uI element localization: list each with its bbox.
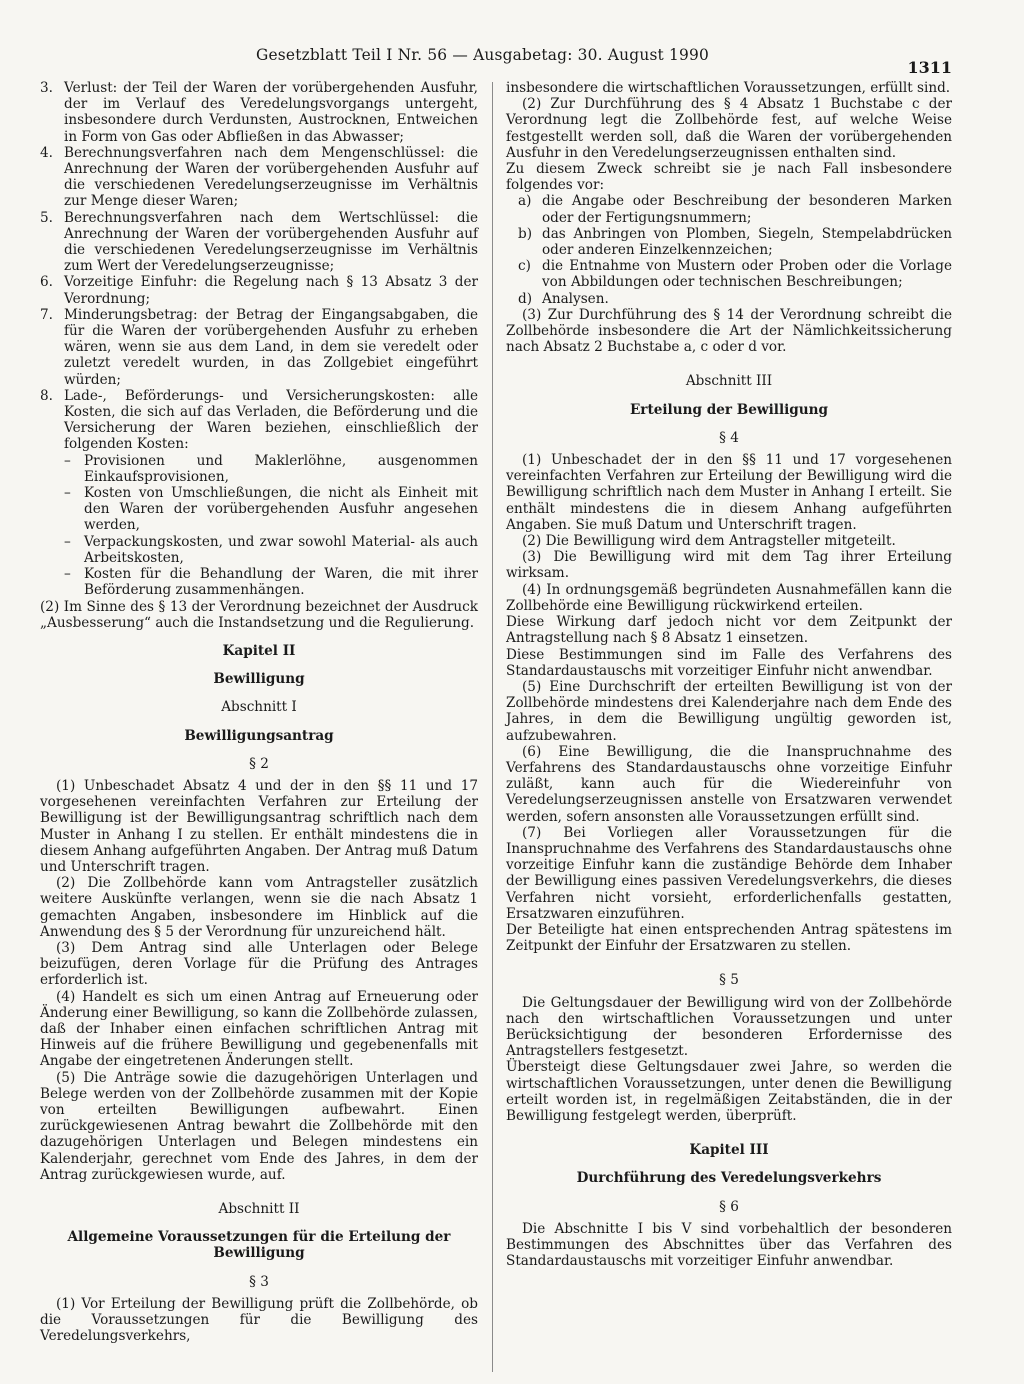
left-column (40, 80, 478, 1344)
letter-item (506, 193, 952, 225)
chapter-heading: Kapitel II (222, 642, 296, 659)
paragraph: insbesondere die wirtschaftlichen Voraussetzungen, erfüllt sind. (506, 80, 951, 96)
cost-dash-list (40, 453, 478, 599)
item-letter: c) (518, 258, 531, 275)
paragraph: (2) Die Bewilligung wird dem Antragsteller mitgeteilt. (522, 533, 896, 550)
paragraph: (4) In ordnungsgemäß begründeten Ausnahmefällen kann die Zollbehörde eine Bewilligung rückwirkend erteilen. (506, 581, 952, 614)
item-number: 5. (40, 209, 53, 226)
item-letter: a) (518, 193, 532, 210)
dash-text: Kosten von Umschließungen, die nicht als Einheit mit den Waren der vorübergehenden Ausfuhr angesehen werden, (84, 485, 478, 534)
item-text: Vorzeitige Einfuhr: die Regelung nach § 13 Absatz 3 der Verordnung; (64, 274, 478, 307)
paragraph: Diese Wirkung darf jedoch nicht vor dem Zeitpunkt der Antragstellung nach § 8 Absatz 1 einsetzen. (506, 614, 952, 647)
dash-text: Verpackungskosten, und zwar sowohl Material- als auch Arbeitskosten, (84, 533, 478, 566)
definition-item (40, 145, 478, 210)
paragraph: Die Abschnitte I bis V sind vorbehaltlich der besonderen Bestimmungen des Abschnittes über das Verfahren des Standardaustauschs mit vorzeitiger Einfuhr anwendbar. (506, 1220, 952, 1270)
section-heading: Abschnitt II (218, 1201, 300, 1217)
item-letter: b) (518, 225, 533, 242)
letter-item (506, 291, 952, 307)
paragraph: (2) Im Sinne des § 13 der Verordnung bezeichnet der Ausdruck „Ausbesserung“ auch die Instandsetzung und die Regulierung. (40, 598, 478, 631)
section-title: Bewilligungsantrag (184, 727, 334, 744)
definition-item (40, 307, 478, 388)
dash-item: – Kosten von Umschließungen, die nicht als Einheit mit den Waren der vorübergehenden Ausfuhr angesehen werden, (64, 485, 478, 534)
paragraph-number: § 5 (719, 972, 739, 989)
paragraph: (3) Zur Durchführung des § 14 der Verordnung schreibt die Zollbehörde insbesondere die Art der Nämlichkeitssicherung nach Absatz 2 Buchstabe a, c oder d vor. (506, 306, 952, 356)
paragraph: Der Beteiligte hat einen entsprechenden Antrag spätestens im Zeitpunkt der Einfuhr der Ersatzwaren zu stellen. (506, 921, 952, 955)
paragraph: Zu diesem Zweck schreibt sie je nach Fall insbesondere folgendes vor: (506, 161, 952, 194)
dash-text: Provisionen und Maklerlöhne, ausgenommen Einkaufsprovisionen, (84, 452, 478, 485)
paragraph: (1) Vor Erteilung der Bewilligung prüft die Zollbehörde, ob die Voraussetzungen für die Bewilligung des Veredelungsverkehrs, (40, 1295, 478, 1345)
item-number: 4. (40, 144, 53, 161)
paragraph-number: § 3 (249, 1273, 269, 1290)
right-column (506, 80, 952, 1269)
paragraph: (5) Die Anträge sowie die dazugehörigen Unterlagen und Belege werden von der Zollbehörde zusammen mit der Kopie von erteilten Bewilligungen aufbewahrt. Einen zurückgewiesenen Antrag bewahrt die Zollbehörde mit den dazugehörigen Unterlagen und Belegen mindestens ein Kalenderjahr, gerechnet vom Ende des Jahres, in dem der Antrag zurückgewiesen wurde, auf. (40, 1069, 478, 1183)
item-text: Minderungsbetrag: der Betrag der Eingangsabgaben, die für die Waren der vorübergehenden Ausfuhr zu erheben wären, wenn sie aus dem Land, in dem sie veredelt oder zuletzt veredelt wurden, in das Zollgebiet eingeführt würden; (64, 306, 478, 388)
definition-item (40, 388, 478, 453)
section-heading: Abschnitt I (221, 699, 297, 716)
definition-item (40, 210, 478, 275)
item-text: Verlust: der Teil der Waren der vorübergehenden Ausfuhr, der im Verlauf des Veredelungsvorgangs untergeht, insbesondere durch Verdunsten, Austrocknen, Entweichen in Form von Gas oder Abfließen in das Abwasser; (64, 80, 478, 145)
paragraph: (4) Handelt es sich um einen Antrag auf Erneuerung oder Änderung einer Bewilligung, so kann die Zollbehörde zulassen, daß der Inhaber einen einfachen schriftlichen Antrag mit Hinweis auf die frühere Bewilligung und gegebenenfalls mit Angabe der eingetretenen Änderungen stellt. (40, 988, 478, 1070)
item-text: Lade-, Beförderungs- und Versicherungskosten: alle Kosten, die sich auf das Verladen, die Beförderung und die Versicherung der Waren beziehen, einschließlich der folgenden Kosten: (64, 387, 478, 453)
paragraph: (3) Dem Antrag sind alle Unterlagen oder Belege beizufügen, deren Vorlage für die Prüfung des Antrages erforderlich ist. (40, 939, 478, 989)
item-number: 7. (40, 306, 53, 323)
definition-item (40, 80, 478, 145)
dash-item: – Verpackungskosten, und zwar sowohl Material- als auch Arbeitskosten, (64, 533, 478, 566)
dash-text: Kosten für die Behandlung der Waren, die mit ihrer Beförderung zusammenhängen. (84, 566, 478, 599)
column-divider (492, 82, 493, 1372)
paragraph-number: § 6 (719, 1198, 739, 1215)
item-letter: d) (518, 290, 533, 307)
letter-item (506, 258, 952, 290)
item-text: Analysen. (542, 290, 609, 307)
item-text: die Entnahme von Mustern oder Proben oder die Vorlage von Abbildungen oder technischen Beschreibungen; (542, 258, 952, 291)
paragraph: (2) Zur Durchführung des § 4 Absatz 1 Buchstabe c der Verordnung legt die Zollbehörde fest, auf welche Weise festgestellt werden soll, daß die Waren der vorübergehenden Ausfuhr in den Veredelungserzeugnissen enthalten sind. (506, 96, 952, 161)
item-number: 6. (40, 274, 53, 291)
section-heading: Abschnitt III (685, 373, 773, 390)
paragraph: (3) Die Bewilligung wird mit dem Tag ihrer Erteilung wirksam. (506, 549, 952, 582)
paragraph: (1) Unbeschadet Absatz 4 und der in den §§ 11 und 17 vorgesehenen vereinfachten Verfahren zur Erteilung der Bewilligung ist der Bewilligungsantrag schriftlich nach dem Muster in Anhang I zu stellen. Er enthält mindestens die in diesem Anhang aufgeführten Angaben. Der Antrag muß Datum und Unterschrift tragen. (40, 777, 478, 875)
paragraph: Die Geltungsdauer der Bewilligung wird von der Zollbehörde nach den wirtschaftlichen Voraussetzungen und unter Berücksichtigung der besonderen Erfordernisse des Antragstellers festgesetzt. (506, 994, 952, 1060)
paragraph: (7) Bei Vorliegen aller Voraussetzungen für die Inanspruchnahme des Verfahrens des Standardaustauschs ohne vorzeitige Einfuhr kann die zuständige Behörde dem Inhaber der Bewilligung eines passiven Veredelungsverkehrs, die dieses Verfahren nicht vorsieht, erforderlichenfalls gestatten, Ersatzwaren einzuführen. (506, 824, 952, 922)
dash-item: – Provisionen und Maklerlöhne, ausgenommen Einkaufsprovisionen, (64, 452, 478, 485)
paragraph: (6) Eine Bewilligung, die die Inanspruchnahme des Verfahrens des Standardaustauschs ohne vorzeitige Einfuhr zuläßt, kann auch für die Wiedereinfuhr von Veredelungserzeugnissen anstelle von Ersatzwaren verwendet werden, sofern ansonsten alle Voraussetzungen erfüllt sind. (506, 743, 952, 825)
paragraph-number: § 2 (249, 755, 269, 772)
item-text: Berechnungsverfahren nach dem Mengenschlüssel: die Anrechnung der Waren der vorübergehenden Ausfuhr auf die verschiedenen Veredelungserzeugnisse im Verhältnis zur Menge dieser Waren; (64, 144, 478, 210)
item-number: 3. (40, 80, 53, 96)
chapter-heading: Kapitel III (689, 1142, 769, 1159)
dash-item: – Kosten für die Behandlung der Waren, die mit ihrer Beförderung zusammenhängen. (64, 566, 478, 599)
definition-item (40, 274, 478, 306)
letter-item (506, 226, 952, 258)
paragraph: (5) Eine Durchschrift der erteilten Bewilligung ist von der Zollbehörde mindestens drei Kalenderjahre nach dem Ende des Jahres, in dem die Bewilligung ungültig geworden ist, aufzubewahren. (506, 678, 952, 744)
paragraph: Diese Bestimmungen sind im Falle des Verfahrens des Standardaustauschs mit vorzeitiger Einfuhr nicht anwendbar. (506, 646, 952, 679)
paragraph: Übersteigt diese Geltungsdauer zwei Jahre, so werden die wirtschaftlichen Voraussetzungen, unter denen die Bewilligung erteilt worden ist, in regelmäßigen Zeitabständen, die in der Bewilligung festgelegt werden, überprüft. (506, 1059, 952, 1124)
section-title: Erteilung der Bewilligung (629, 401, 829, 418)
paragraph: (2) Die Zollbehörde kann vom Antragsteller zusätzlich weitere Auskünfte verlangen, wenn sie die nach Absatz 1 gemachten Angaben, insbesondere im Hinblick auf die Anwendung des § 5 der Verordnung für unzureichend hält. (40, 875, 478, 940)
page-header: Gesetzblatt Teil I Nr. 56 — Ausgabetag: 30. August 1990 (256, 46, 709, 64)
item-number: 8. (40, 387, 53, 404)
item-text: Berechnungsverfahren nach dem Wertschlüssel: die Anrechnung der Waren der vorübergehenden Ausfuhr auf die verschiedenen Veredelungserzeugnisse im Verhältnis zum Wert der Veredelungserzeugnisse; (64, 209, 478, 275)
chapter-title: Bewilligung (213, 671, 305, 688)
section-title: Allgemeine Voraussetzungen für die Erteilung der Bewilligung (67, 1229, 451, 1262)
item-text: das Anbringen von Plomben, Siegeln, Stempelabdrücken oder anderen Einzelkennzeichen; (542, 225, 952, 259)
chapter-title: Durchführung des Veredelungsverkehrs (576, 1170, 882, 1187)
page-number: 1311 (907, 58, 952, 77)
paragraph: (1) Unbeschadet der in den §§ 11 und 17 vorgesehenen vereinfachten Verfahren zur Erteilung der Bewilligung wird die Bewilligung schriftlich nach dem Muster in Anhang I erteilt. Sie enthält mindestens die in diesem Anhang aufgeführten Angaben. Sie muß Datum und Unterschrift tragen. (506, 452, 952, 533)
item-text: die Angabe oder Beschreibung der besonderen Marken oder der Fertigungsnummern; (542, 193, 952, 226)
paragraph-number: § 4 (719, 429, 739, 446)
